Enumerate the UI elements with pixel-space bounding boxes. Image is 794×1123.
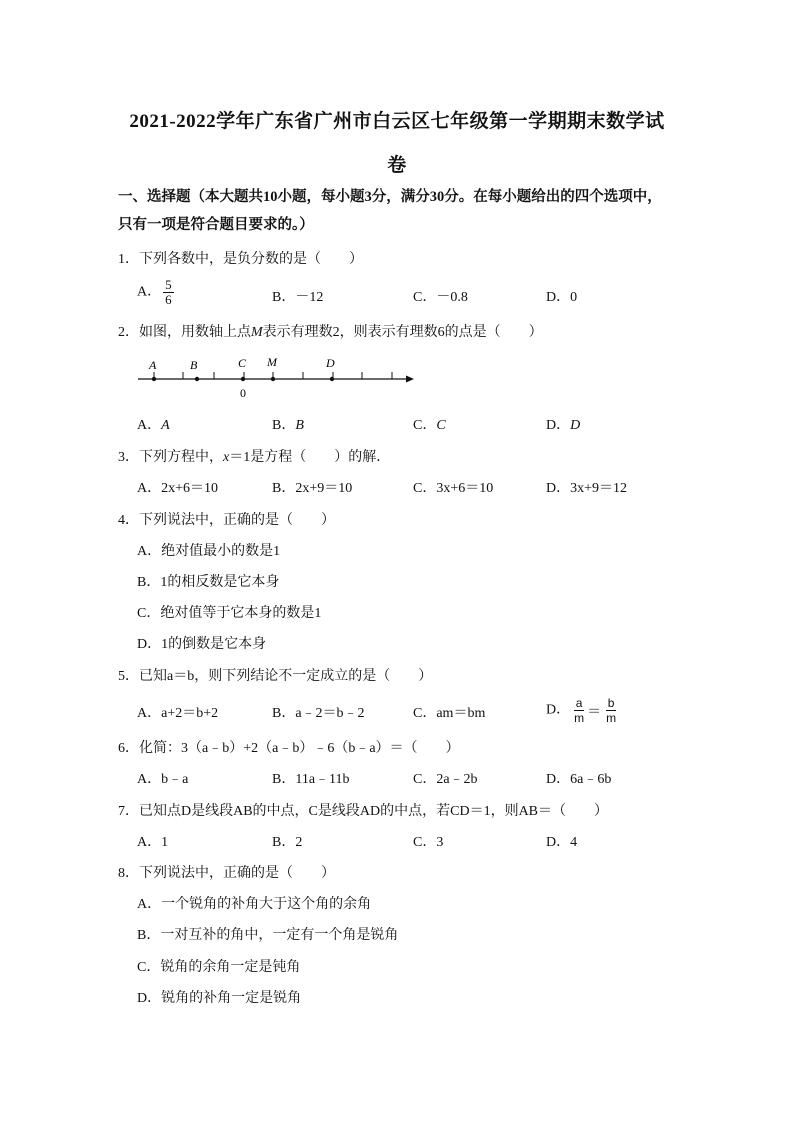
option-a-label: A． bbox=[137, 284, 162, 300]
option-a: A．2x+6＝10 bbox=[137, 481, 219, 496]
question-4-stem: 4．下列说法中，正确的是（ ） bbox=[118, 513, 335, 528]
option-c: C．2a﹣2b bbox=[413, 772, 478, 787]
question-1-stem: 1．下列各数中，是负分数的是（ ） bbox=[118, 252, 363, 267]
option-c: C．绝对值等于它本身的数是1 bbox=[137, 606, 322, 621]
number-line-figure bbox=[130, 350, 430, 400]
label-zero: 0 bbox=[240, 386, 246, 400]
page-title-continued: 卷 bbox=[387, 155, 407, 176]
option-b: B．11a﹣11b bbox=[272, 772, 350, 787]
fraction-denominator: m bbox=[574, 711, 585, 725]
equals-sign: ＝ bbox=[587, 704, 602, 720]
option-value: D bbox=[570, 418, 581, 433]
option-value: C bbox=[436, 418, 446, 433]
stem-text: 2．如图，用数轴上点 bbox=[118, 325, 251, 340]
stem-text: ＝1是方程（ ）的解． bbox=[229, 450, 391, 465]
option-c: C．3 bbox=[413, 835, 444, 850]
option-d bbox=[546, 414, 580, 434]
fraction-numerator: a bbox=[575, 696, 583, 710]
option-value: A bbox=[161, 418, 170, 433]
option-a: A．b﹣a bbox=[137, 772, 189, 787]
option-a bbox=[137, 414, 170, 434]
question-8-stem: 8．下列说法中，正确的是（ ） bbox=[118, 866, 335, 881]
option-d: D．4 bbox=[546, 835, 578, 850]
option-c: C．锐角的余角一定是钝角 bbox=[137, 960, 301, 975]
point-m bbox=[271, 377, 275, 381]
section-heading-line1: 一、选择题（本大题共10小题，每小题3分，满分30分。在每小题给出的四个选项中， bbox=[118, 189, 662, 205]
option-c: C．am＝bm bbox=[413, 706, 486, 721]
question-2-stem bbox=[118, 321, 698, 341]
label-b: B bbox=[190, 358, 198, 372]
option-a: A．一个锐角的补角大于这个角的余角 bbox=[137, 897, 372, 912]
option-b: B．－12 bbox=[272, 290, 324, 305]
question-3-stem bbox=[118, 446, 698, 466]
question-2-options bbox=[0, 414, 794, 438]
fraction-denominator: 6 bbox=[165, 292, 172, 307]
label-a: A bbox=[149, 358, 157, 372]
question-6-options bbox=[0, 768, 794, 792]
section-heading-line2: 只有一项是符合题目要求的。） bbox=[118, 217, 314, 233]
option-d: D．锐角的补角一定是锐角 bbox=[137, 991, 302, 1006]
stem-variable: x bbox=[223, 450, 230, 465]
fraction-denominator: m bbox=[606, 711, 617, 725]
option-label: A． bbox=[137, 418, 162, 433]
stem-text: 表示有理数2，则表示有理数6的点是（ ） bbox=[262, 325, 543, 340]
option-c: C．－0.8 bbox=[413, 290, 468, 305]
option-b bbox=[272, 414, 304, 434]
label-m: M bbox=[267, 355, 277, 369]
option-b: B．a﹣2＝b﹣2 bbox=[272, 706, 365, 721]
option-c: C．3x+6＝10 bbox=[413, 481, 494, 496]
option-c bbox=[413, 414, 446, 434]
point-c bbox=[241, 377, 245, 381]
option-value: B bbox=[295, 418, 304, 433]
option-label: B． bbox=[272, 418, 296, 433]
question-6-stem: 6．化简：3（a﹣b）+2（a﹣b）﹣6（b﹣a）＝（ ） bbox=[118, 741, 460, 756]
axis-arrow bbox=[406, 376, 414, 383]
question-5-options bbox=[0, 696, 794, 725]
question-3-options bbox=[0, 477, 794, 501]
question-7-options bbox=[0, 831, 794, 855]
option-a: A．1 bbox=[137, 835, 169, 850]
question-7-stem: 7．已知点D是线段AB的中点，C是线段AD的中点，若CD＝1，则AB＝（ ） bbox=[118, 804, 609, 819]
section-heading bbox=[118, 183, 693, 239]
option-label: D． bbox=[546, 702, 571, 718]
option-a: A．绝对值最小的数是1 bbox=[137, 544, 281, 559]
option-d bbox=[546, 696, 618, 725]
option-b: B．1的相反数是它本身 bbox=[137, 575, 280, 590]
option-b: B．一对互补的角中，一定有一个角是锐角 bbox=[137, 928, 399, 943]
fraction-numerator: b bbox=[607, 696, 615, 710]
option-d: D．1的倒数是它本身 bbox=[137, 637, 267, 652]
point-d bbox=[330, 377, 334, 381]
option-d: D．6a﹣6b bbox=[546, 772, 612, 787]
label-d: D bbox=[326, 356, 335, 370]
option-label: C． bbox=[413, 418, 437, 433]
fraction bbox=[604, 696, 618, 725]
question-5-stem: 5．已知a＝b，则下列结论不一定成立的是（ ） bbox=[118, 669, 433, 684]
option-b: B．2x+9＝10 bbox=[272, 481, 353, 496]
fraction bbox=[163, 278, 174, 307]
point-b bbox=[195, 377, 199, 381]
stem-variable: M bbox=[251, 325, 263, 340]
fraction bbox=[572, 696, 586, 725]
point-a bbox=[152, 377, 156, 381]
option-a bbox=[137, 278, 174, 307]
stem-text: 3．下列方程中， bbox=[118, 450, 223, 465]
fraction-numerator: 5 bbox=[165, 277, 172, 292]
option-label: D． bbox=[546, 418, 571, 433]
option-b: B．2 bbox=[272, 835, 303, 850]
page-title: 2021-2022学年广东省广州市白云区七年级第一学期期末数学试 bbox=[129, 111, 665, 132]
question-1-options bbox=[0, 276, 794, 307]
option-d: D．0 bbox=[546, 290, 578, 305]
option-d: D．3x+9＝12 bbox=[546, 481, 628, 496]
option-a: A．a+2＝b+2 bbox=[137, 706, 219, 721]
label-c: C bbox=[238, 356, 247, 370]
